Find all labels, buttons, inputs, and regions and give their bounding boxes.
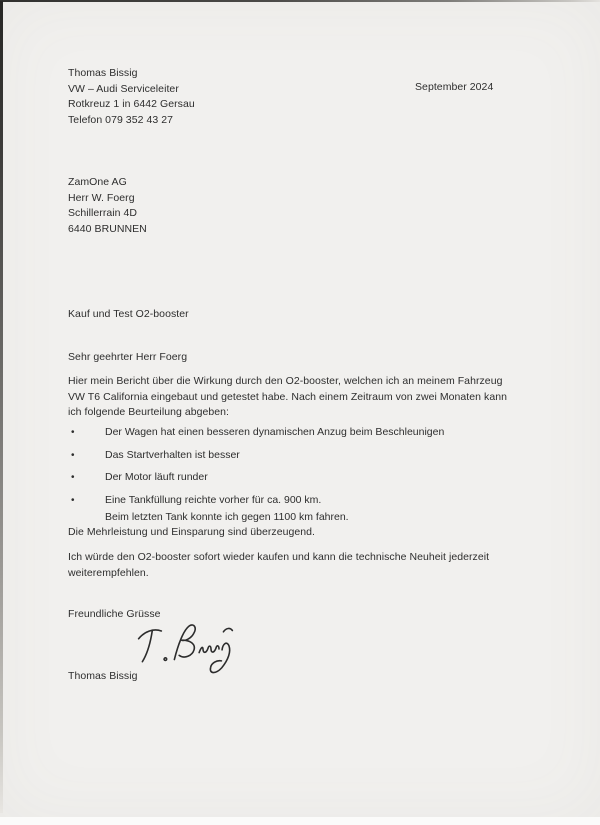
sender-phone: Telefon 079 352 43 27 — [68, 113, 173, 126]
signature-handwriting — [135, 618, 243, 680]
intro-line: Hier mein Bericht über die Wirkung durch den O2-booster, welchen ich an meinem Fahrzeug — [68, 375, 503, 387]
letter-date: September 2024 — [415, 81, 494, 93]
sender-name: Thomas Bissig — [68, 67, 138, 79]
list-item-text: Das Startverhalten ist besser — [105, 448, 240, 461]
list-item-line: Beim letzten Tank konnte ich gegen 1100 km fahren. — [105, 510, 349, 523]
recipient-person: Herr W. Foerg — [68, 191, 135, 204]
assessment-list — [68, 424, 444, 531]
intro-line: VW T6 California eingebaut und getestet habe. Nach einem Zeitraum von zwei Monaten kann — [68, 390, 507, 403]
sender-address: Rotkreuz 1 in 6442 Gersau — [68, 98, 195, 110]
list-item-text: Der Wagen hat einen besseren dynamischen Anzug beim Beschleunigen — [105, 426, 445, 438]
bullet-icon: • — [71, 427, 75, 438]
recommendation-line: Ich würde den O2-booster sofort wieder kaufen und kann die technische Neuheit jederzeit — [68, 551, 490, 563]
list-item — [68, 447, 444, 464]
signer-name: Thomas Bissig — [68, 670, 138, 682]
bullet-icon: • — [71, 472, 75, 483]
scan-edge-left — [0, 1, 3, 813]
list-item-line: Eine Tankfüllung reichte vorher für ca. 900 km. — [105, 493, 322, 506]
subject-line: Kauf und Test O2-booster — [68, 308, 189, 320]
list-item — [68, 424, 444, 441]
bullet-icon: • — [71, 449, 75, 461]
conclusion-paragraph: Die Mehrleistung und Einsparung sind überzeugend. — [68, 526, 316, 538]
recommendation-line: weiterempfehlen. — [68, 566, 149, 579]
recipient-block — [68, 175, 147, 237]
intro-paragraph — [68, 374, 507, 421]
scan-edge-top — [0, 0, 600, 2]
list-item — [68, 469, 444, 486]
recommendation-paragraph — [68, 550, 489, 581]
salutation: Sehr geehrter Herr Foerg — [68, 351, 188, 363]
recipient-street: Schillerrain 4D — [68, 207, 138, 219]
bullet-icon: • — [71, 494, 75, 506]
list-item-text: Der Motor läuft runder — [105, 471, 208, 483]
recipient-company: ZamOne AG — [68, 176, 127, 188]
list-item-text — [105, 492, 349, 526]
closing-line: Freundliche Grüsse — [68, 608, 161, 620]
list-item — [68, 492, 444, 526]
sender-block — [68, 66, 195, 128]
sender-title: VW – Audi Serviceleiter — [68, 82, 179, 95]
intro-line: ich folgende Beurteilung abgeben: — [68, 406, 230, 418]
recipient-city: 6440 BRUNNEN — [68, 222, 147, 235]
